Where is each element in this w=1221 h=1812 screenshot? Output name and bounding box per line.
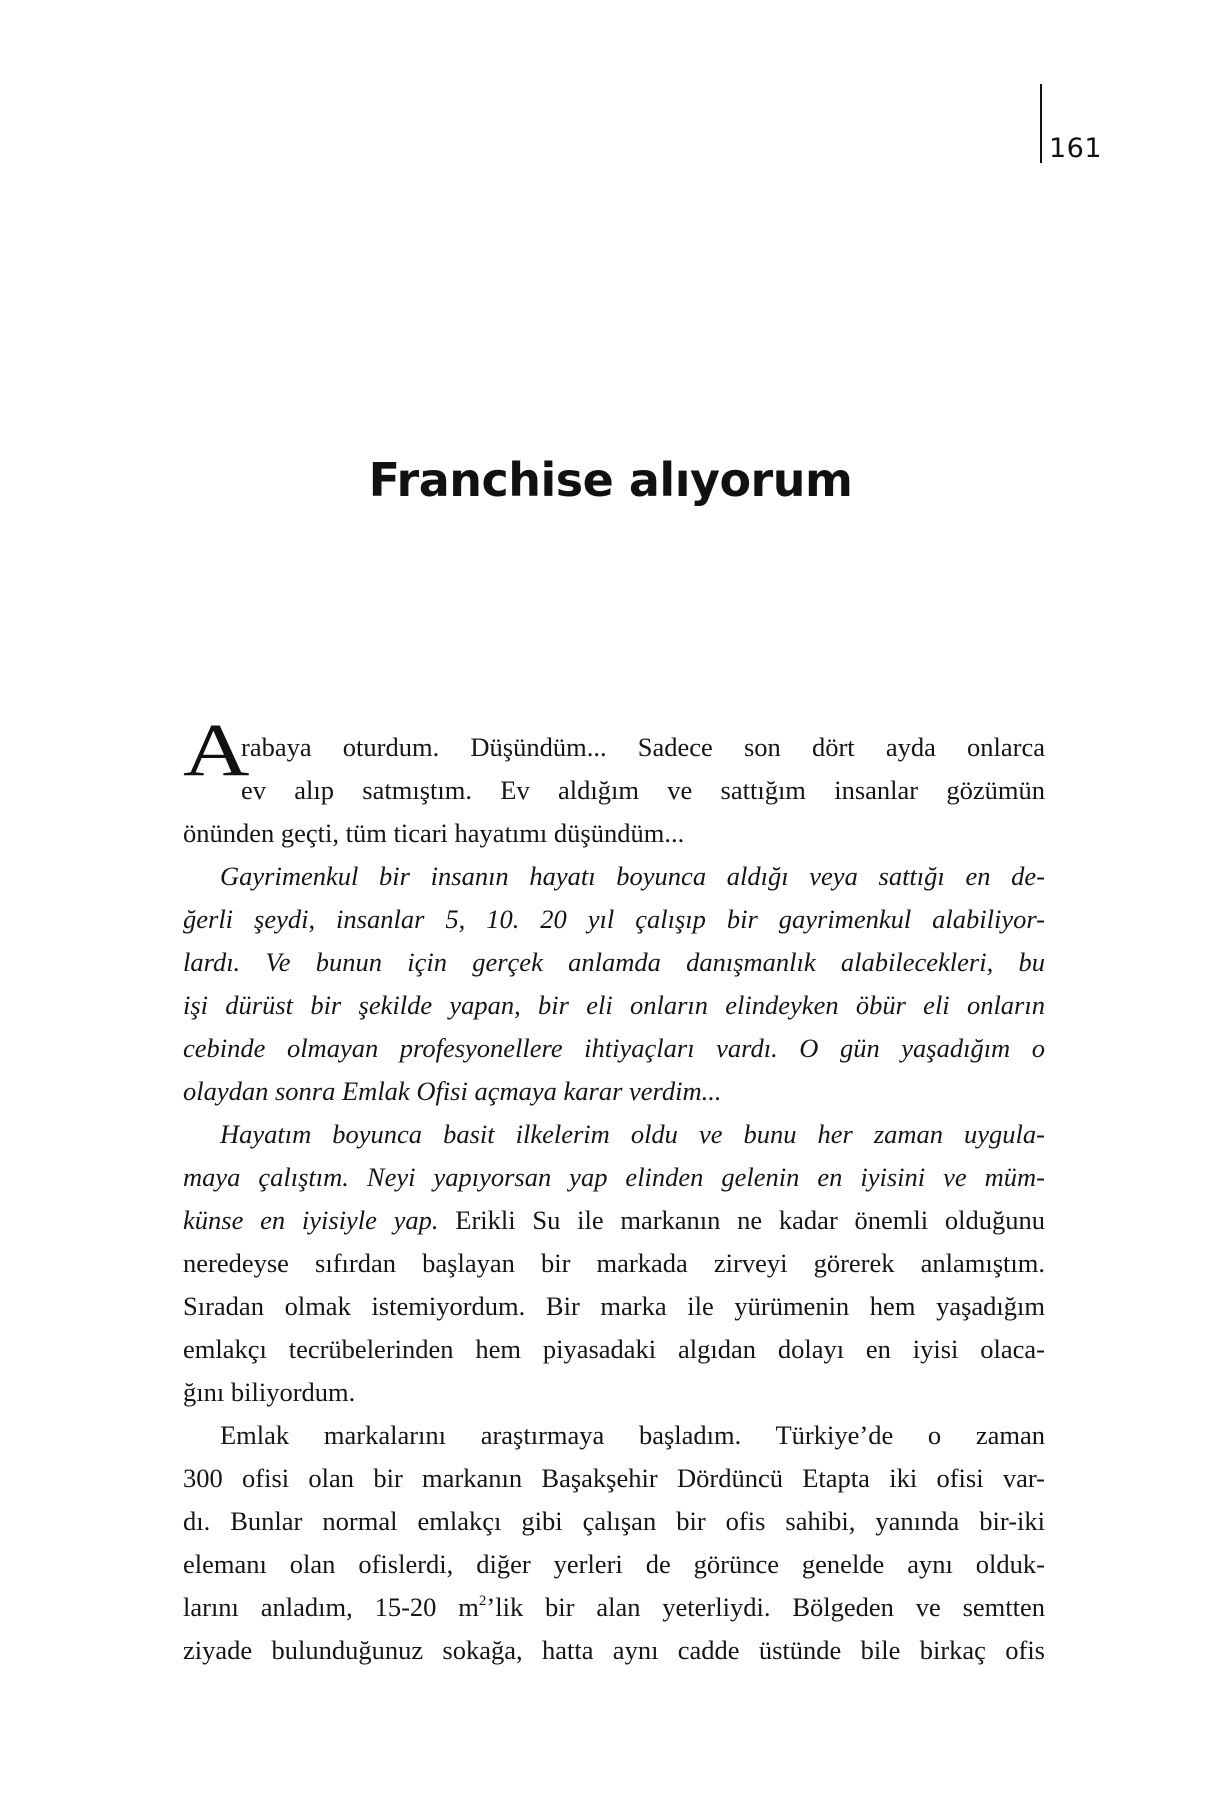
text-segment: ğerli şeydi, insanlar 5, 10. 20 yıl çalışıp bir gayrimenkul alabiliyor- bbox=[183, 904, 1045, 934]
page-number: 161 bbox=[1049, 133, 1103, 164]
text-segment: işi dürüst bir şekilde yapan, bir eli onların elindeyken öbür eli onların bbox=[183, 990, 1045, 1020]
body-text bbox=[183, 726, 1045, 1672]
text-segment: Gayrimenkul bir insanın hayatı boyunca aldığı veya sattığı en de- bbox=[220, 861, 1045, 891]
text-segment: ev alıp satmıştım. Ev aldığım ve sattığım insanlar gözümün bbox=[241, 775, 1045, 805]
text-line bbox=[183, 1371, 1045, 1414]
text-segment: neredeyse sıfırdan başlayan bir markada zirveyi görerek anlamıştım. bbox=[183, 1248, 1045, 1278]
text-segment: dı. Bunlar normal emlakçı gibi çalışan bir ofis sahibi, yanında bir-iki bbox=[183, 1506, 1045, 1536]
text-line bbox=[183, 1543, 1045, 1586]
text-line bbox=[183, 1027, 1045, 1070]
drop-cap: A bbox=[183, 707, 250, 792]
text-segment: emlakçı tecrübelerinden hem piyasadaki algıdan dolayı en iyisi olaca- bbox=[183, 1334, 1045, 1364]
text-segment: 300 ofisi olan bir markanın Başakşehir Dördüncü Etapta iki ofisi var- bbox=[183, 1463, 1045, 1493]
text-segment: cebinde olmayan profesyonellere ihtiyaçları vardı. O gün yaşadığım o bbox=[183, 1033, 1045, 1063]
text-line bbox=[183, 1629, 1045, 1672]
text-segment: olaydan sonra Emlak Ofisi açmaya karar verdim... bbox=[183, 1076, 722, 1106]
text-line bbox=[183, 1199, 1045, 1242]
text-segment: önünden geçti, tüm ticari hayatımı düşündüm... bbox=[183, 818, 685, 848]
text-line bbox=[183, 726, 1045, 769]
text-line bbox=[183, 1242, 1045, 1285]
text-line bbox=[183, 1328, 1045, 1371]
text-segment: rabaya oturdum. Düşündüm... Sadece son dört ayda onlarca bbox=[241, 732, 1045, 762]
chapter-title: Franchise alıyorum bbox=[368, 453, 853, 507]
text-segment: elemanı olan ofislerdi, diğer yerleri de görünce genelde aynı olduk- bbox=[183, 1549, 1045, 1579]
text-segment: ziyade bulunduğunuz sokağa, hatta aynı cadde üstünde bile birkaç ofis bbox=[183, 1635, 1045, 1665]
text-segment: Sıradan olmak istemiyordum. Bir marka ile yürümenin hem yaşadığım bbox=[183, 1291, 1045, 1321]
text-segment: künse en iyisiyle yap. bbox=[183, 1205, 439, 1235]
text-line bbox=[183, 1113, 1045, 1156]
text-line bbox=[183, 1500, 1045, 1543]
page-marker-rule bbox=[1040, 84, 1042, 163]
text-segment: ’lik bir alan yeterliydi. Bölgeden ve semtten bbox=[486, 1592, 1045, 1622]
text-line bbox=[183, 1457, 1045, 1500]
text-segment: Emlak markalarını araştırmaya başladım. Türkiye’de o zaman bbox=[220, 1420, 1045, 1450]
text-segment: maya çalıştım. Neyi yapıyorsan yap elinden gelenin en iyisini ve müm- bbox=[183, 1162, 1045, 1192]
text-segment: Hayatım boyunca basit ilkelerim oldu ve bunu her zaman uygula- bbox=[220, 1119, 1045, 1149]
text-line bbox=[183, 1070, 1045, 1113]
text-line bbox=[183, 855, 1045, 898]
text-line bbox=[183, 898, 1045, 941]
text-line bbox=[183, 1586, 1045, 1629]
text-segment: Erikli Su ile markanın ne kadar önemli olduğunu bbox=[438, 1205, 1045, 1235]
text-line bbox=[183, 984, 1045, 1027]
text-line bbox=[183, 812, 1045, 855]
superscript: 2 bbox=[478, 1593, 487, 1609]
text-line bbox=[183, 941, 1045, 984]
text-segment: lardı. Ve bunun için gerçek anlamda danışmanlık alabilecekleri, bu bbox=[183, 947, 1045, 977]
text-segment: ğını biliyordum. bbox=[183, 1377, 356, 1407]
text-line bbox=[183, 1285, 1045, 1328]
text-line bbox=[183, 1414, 1045, 1457]
text-line bbox=[183, 1156, 1045, 1199]
text-segment: larını anladım, 15-20 m bbox=[183, 1592, 479, 1622]
text-line bbox=[183, 769, 1045, 812]
